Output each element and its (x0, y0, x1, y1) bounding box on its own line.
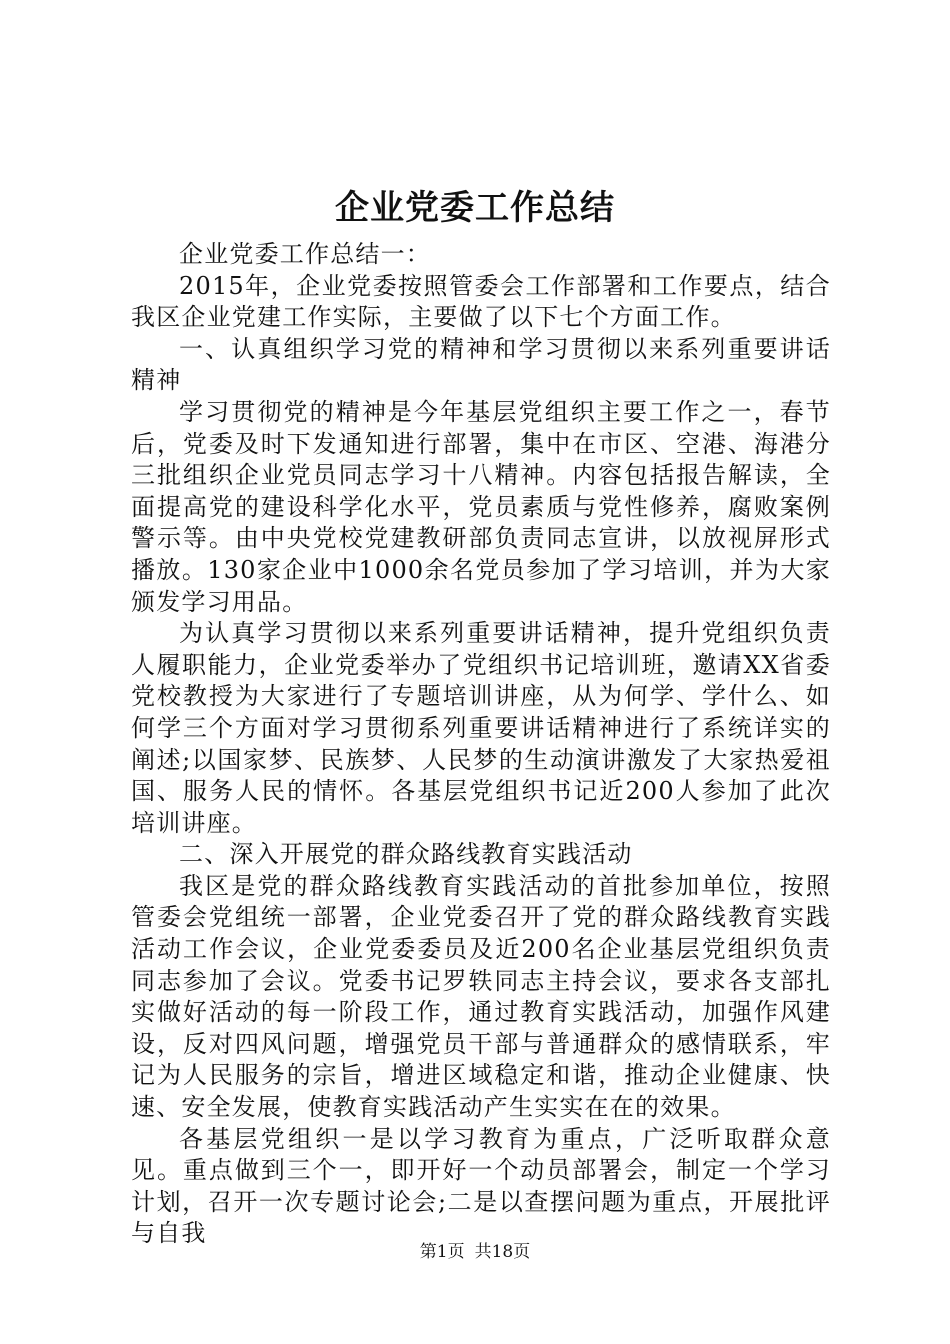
page-footer (0, 1240, 950, 1264)
page-total: 共18页 (474, 1242, 531, 1262)
paragraph-study-spirit: 学习贯彻党的精神是今年基层党组织主要工作之一，春节后，党委及时下发通知进行部署，集中在市区、空港、海港分三批组织企业党员同志学习十八精神。内容包括报告解读，全面提高党的建设科学化水平，党员素质与党性修养，腐败案例警示等。由中央党校党建教研部负责同志宣讲，以放视屏形式播放。130家企业中1000余名党员参加了学习培训，并为大家颁发学习用品。 (131, 397, 831, 616)
section-heading-2: 二、深入开展党的群众路线教育实践活动 (179, 840, 633, 869)
paragraph-section-intro: 企业党委工作总结一： (179, 240, 431, 268)
section-heading-1: 一、认真组织学习党的精神和学习贯彻以来系列重要讲话精神 (131, 334, 831, 395)
paragraph-overview: 2015年，企业党委按照管委会工作部署和工作要点，结合我区企业党建工作实际，主要做了以下七个方面工作。 (131, 271, 831, 332)
paragraph-mass-line: 我区是党的群众路线教育实践活动的首批参加单位，按照管委会党组统一部署，企业党委召开了党的群众路线教育实践活动工作会议，企业党委委员及近200名企业基层党组织负责同志参加了会议。党委书记罗轶同志主持会议，要求各支部扎实做好活动的每一阶段工作，通过教育实践活动，加强作风建设，反对四风问题，增强党员干部与普通群众的感情联系，牢记为人民服务的宗旨，增进区域稳定和谐，推动企业健康、快速、安全发展，使教育实践活动产生实实在在的效果。 (131, 871, 831, 1122)
document-title: 企业党委工作总结 (335, 188, 615, 228)
paragraph-grassroots: 各基层党组织一是以学习教育为重点，广泛听取群众意见。重点做到三个一，即开好一个动员部署会，制定一个学习计划，召开一次专题讨论会;二是以查摆问题为重点，开展批评与自我 (131, 1124, 831, 1248)
page-number: 第1页 (419, 1242, 465, 1262)
paragraph-training-class: 为认真学习贯彻以来系列重要讲话精神，提升党组织负责人履职能力，企业党委举办了党组织书记培训班，邀请XX省委党校教授为大家进行了专题培训讲座，从为何学、学什么、如何学三个方面对学习贯彻系列重要讲话精神进行了系统详实的阐述;以国家梦、民族梦、人民梦的生动演讲激发了大家热爱祖国、服务人民的情怀。各基层党组织书记近200人参加了此次培训讲座。 (131, 619, 831, 837)
document-body (131, 239, 831, 1250)
